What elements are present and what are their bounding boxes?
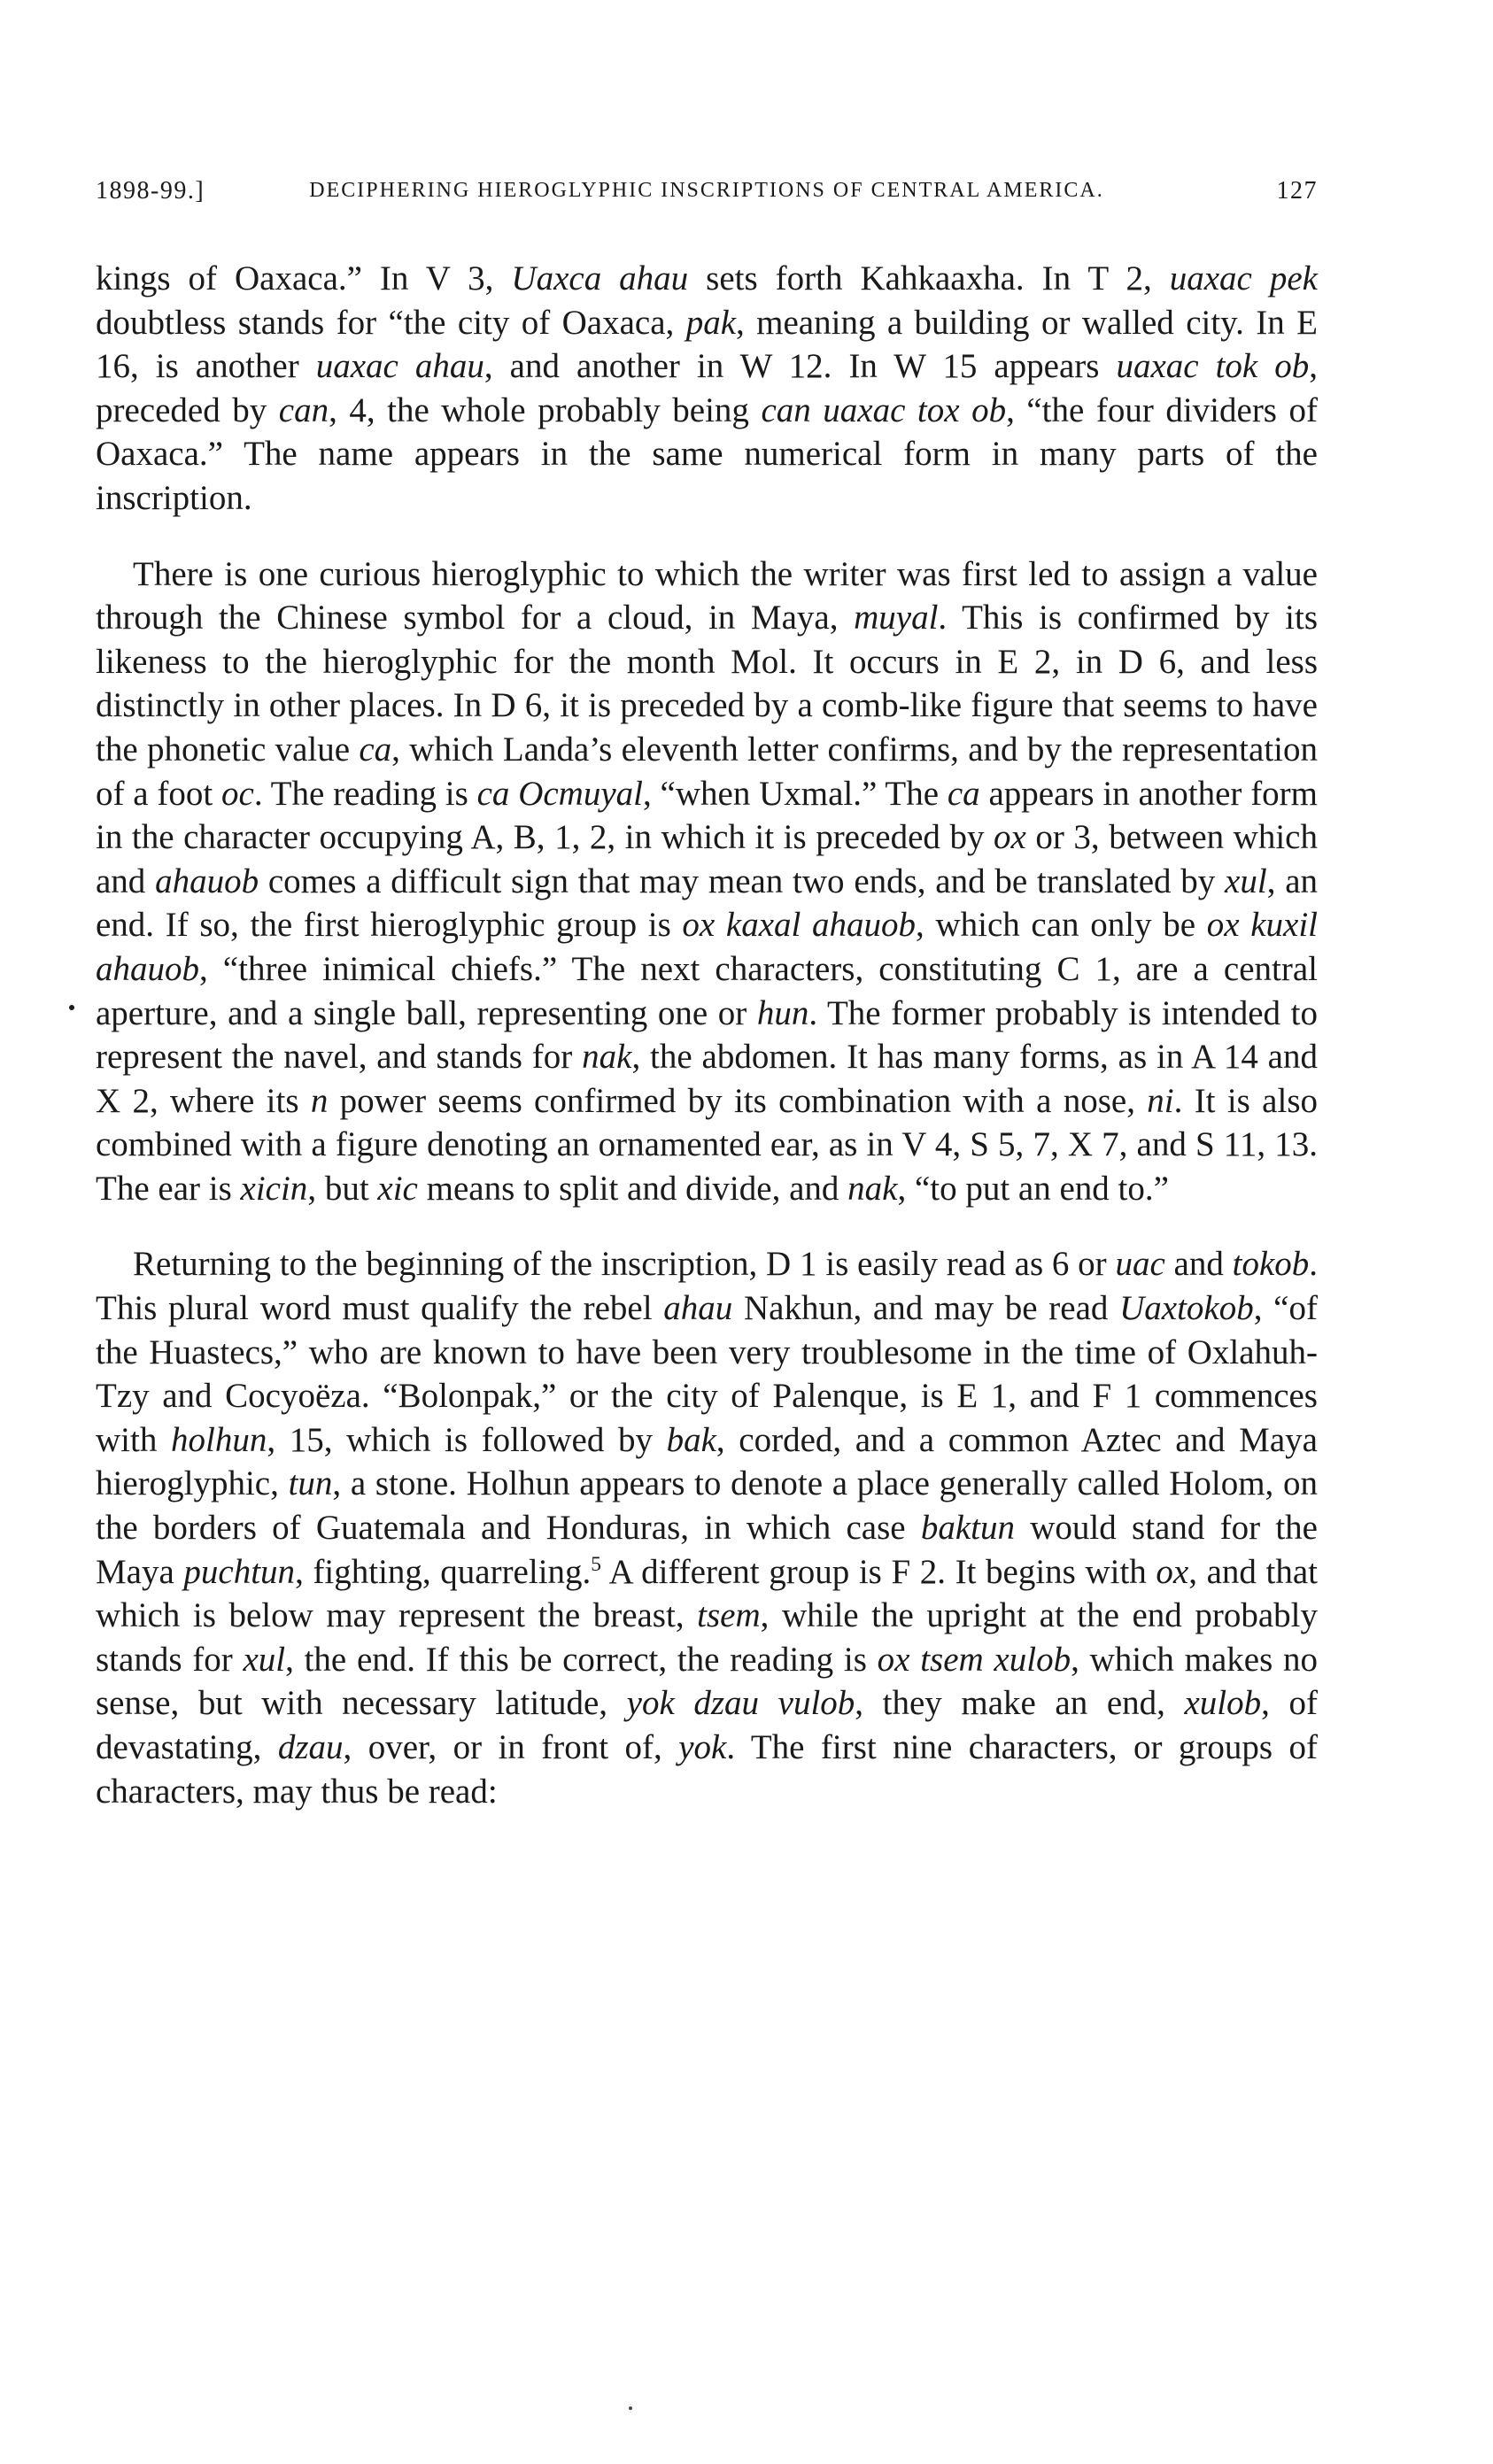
italic-term: ni xyxy=(1147,1081,1174,1120)
italic-term: xulob xyxy=(1184,1684,1262,1723)
italic-term: tun xyxy=(288,1464,333,1503)
italic-term: xul xyxy=(1225,861,1267,900)
text-run: . It is also combined with a figure denoting an ornamented ear, as in V 4, S 5, 7, X 7, and S 11, 13. The ear is xyxy=(96,1081,1318,1208)
text-run: comes a difficult sign that may mean two ends, and be translated by xyxy=(259,861,1226,900)
italic-term: ox tsem xulob xyxy=(877,1640,1071,1679)
paragraph-3 xyxy=(96,1242,1318,1813)
text-run: There is one curious hieroglyphic to which the writer was first led to assign a value through the Chinese symbol for a cloud, in Maya, xyxy=(96,554,1318,637)
italic-term: ox xyxy=(994,818,1026,857)
italic-term: uaxac tok ob xyxy=(1116,347,1310,386)
text-run: , “three inimical chiefs.” The next characters, constituting C 1, are a central aperture, and a single ball, representing one or xyxy=(96,949,1318,1032)
italic-term: yok xyxy=(678,1728,727,1766)
text-run: , which can only be xyxy=(916,906,1207,945)
text-run: Nakhun, and may be read xyxy=(732,1289,1120,1328)
margin-mark xyxy=(69,1005,74,1010)
italic-term: xic xyxy=(377,1169,418,1208)
text-run: , and that which is below may represent the breast, xyxy=(96,1552,1318,1635)
text-run: means to split and divide, and xyxy=(417,1169,848,1208)
text-run: , which Landa’s eleventh letter confirms, and by the representation of a foot xyxy=(96,730,1318,813)
italic-term: uac xyxy=(1115,1245,1165,1284)
italic-term: bak xyxy=(666,1420,716,1459)
paragraph-1 xyxy=(96,257,1318,521)
italic-term: ahauob xyxy=(155,861,259,900)
text-run: . This plural word must qualify the rebel xyxy=(96,1245,1319,1328)
text-run: sets forth Kahkaaxha. In T 2, xyxy=(688,259,1170,297)
italic-term: pak xyxy=(685,303,736,342)
text-run: , and another in W 12. In W 15 appears xyxy=(483,347,1117,386)
text-run: or 3, between which and xyxy=(96,818,1318,900)
text-run: , the end. If this be correct, the reading is xyxy=(285,1640,878,1679)
italic-term: ox kaxal ahauob xyxy=(682,906,917,945)
bottom-mark xyxy=(629,2406,632,2410)
text-run: Returning to the beginning of the inscription, D 1 is easily read as 6 or xyxy=(133,1245,1116,1284)
text-run: and xyxy=(1164,1245,1233,1284)
text-run: , “the four dividers of Oaxaca.” The name appears in the same numerical form in many parts of the inscription. xyxy=(96,390,1318,517)
text-run: , fighting, quarreling. xyxy=(295,1552,592,1591)
italic-term: can uaxac tox ob xyxy=(761,390,1007,429)
text-run: . This is confirmed by its likeness to the hieroglyphic for the month Mol. It occurs in E 2, in D 6, and less distinctly in other places. In D 6, it is preceded by a comb-like figure that seems to have the phonetic value xyxy=(96,599,1318,769)
text-run: , of devastating, xyxy=(96,1684,1318,1766)
text-run: , but xyxy=(307,1169,378,1208)
italic-term: Uaxca ahau xyxy=(511,259,689,297)
running-title: DECIPHERING HIEROGLYPHIC INSCRIPTIONS OF CENTRAL AMERICA. xyxy=(309,179,1104,202)
italic-term: uaxac ahau xyxy=(315,347,484,386)
italic-term: nak xyxy=(582,1038,632,1077)
text-run: appears in another form in the character occupying A, B, 1, 2, in which it is preceded by xyxy=(96,774,1318,857)
running-head xyxy=(96,177,1318,216)
text-run: would stand for the Maya xyxy=(96,1509,1318,1591)
text-run: , “to put an end to.” xyxy=(897,1169,1169,1208)
italic-term: ca xyxy=(947,774,980,813)
volume-year: 1898-99.] xyxy=(96,177,205,205)
italic-term: uaxac pek xyxy=(1169,259,1318,297)
italic-term: ca xyxy=(359,730,392,769)
text-run: , “when Uxmal.” The xyxy=(643,774,948,813)
text-run: , a stone. Holhun appears to denote a place generally called Holom, on the borders of Guatemala and Honduras, in which case xyxy=(96,1464,1318,1548)
italic-term: oc xyxy=(221,774,254,813)
text-run: . The first nine characters, or groups of characters, may thus be read: xyxy=(96,1728,1318,1811)
paragraph-2 xyxy=(96,552,1318,1211)
text-run: , the abdomen. It has many forms, as in A 14 and X 2, where its xyxy=(96,1038,1318,1120)
text-run: power seems confirmed by its combination with a nose, xyxy=(328,1081,1148,1120)
italic-term: dzau xyxy=(277,1728,344,1766)
text-run: . The reading is xyxy=(253,774,477,813)
italic-term: muyal xyxy=(854,599,939,637)
page-number: 127 xyxy=(1276,177,1318,205)
italic-term: n xyxy=(310,1081,329,1120)
text-run: A different group is F 2. It begins with xyxy=(601,1552,1156,1591)
text-run: , preceded by xyxy=(96,347,1319,429)
italic-term: ox xyxy=(1156,1552,1189,1591)
italic-term: baktun xyxy=(920,1509,1015,1548)
italic-term: hun xyxy=(756,993,809,1032)
italic-term: nak xyxy=(847,1169,898,1208)
text-run: , 4, the whole probably being xyxy=(329,390,762,429)
text-run: . The former probably is intended to represent the navel, and stands for xyxy=(96,993,1318,1077)
italic-term: can xyxy=(278,390,329,429)
italic-term: puchtun xyxy=(183,1552,296,1591)
text-run: , 15, which is followed by xyxy=(267,1420,667,1459)
text-run: , over, or in front of, xyxy=(343,1728,679,1766)
text-run: , while the upright at the end probably stands for xyxy=(96,1596,1318,1679)
text-run: doubtless stands for “the city of Oaxaca, xyxy=(96,303,686,342)
text-run: , corded, and a common Aztec and Maya hieroglyphic, xyxy=(96,1420,1318,1503)
text-run: kings of Oaxaca.” In V 3, xyxy=(96,259,512,297)
italic-term: ox kuxil ahauob xyxy=(96,906,1318,988)
body-text xyxy=(96,257,1318,1813)
italic-term: tokob xyxy=(1232,1245,1310,1284)
text-run: , which makes no sense, but with necessary latitude, xyxy=(96,1640,1318,1723)
text-run: , meaning a building or walled city. In E 16, is another xyxy=(96,303,1319,386)
italic-term: tsem xyxy=(697,1596,761,1635)
italic-term: ca Ocmuyal xyxy=(476,774,643,813)
italic-term: yok dzau vulob xyxy=(626,1684,855,1723)
footnote-ref: 5 xyxy=(591,1552,601,1576)
text-run: , an end. If so, the first hieroglyphic group is xyxy=(96,861,1319,945)
italic-term: ahau xyxy=(663,1289,733,1328)
text-run: , “of the Huastecs,” who are known to have been very troublesome in the time of Oxlahuh-Tzy and Cocyoëza. “Bolonpak,” or the city of Palenque, is E 1, and F 1 commences with xyxy=(96,1289,1318,1459)
italic-term: xicin xyxy=(240,1169,308,1208)
italic-term: holhun xyxy=(170,1420,267,1459)
italic-term: xul xyxy=(243,1640,286,1679)
text-run: , they make an end, xyxy=(855,1684,1185,1723)
italic-term: Uaxtokob xyxy=(1119,1289,1254,1328)
